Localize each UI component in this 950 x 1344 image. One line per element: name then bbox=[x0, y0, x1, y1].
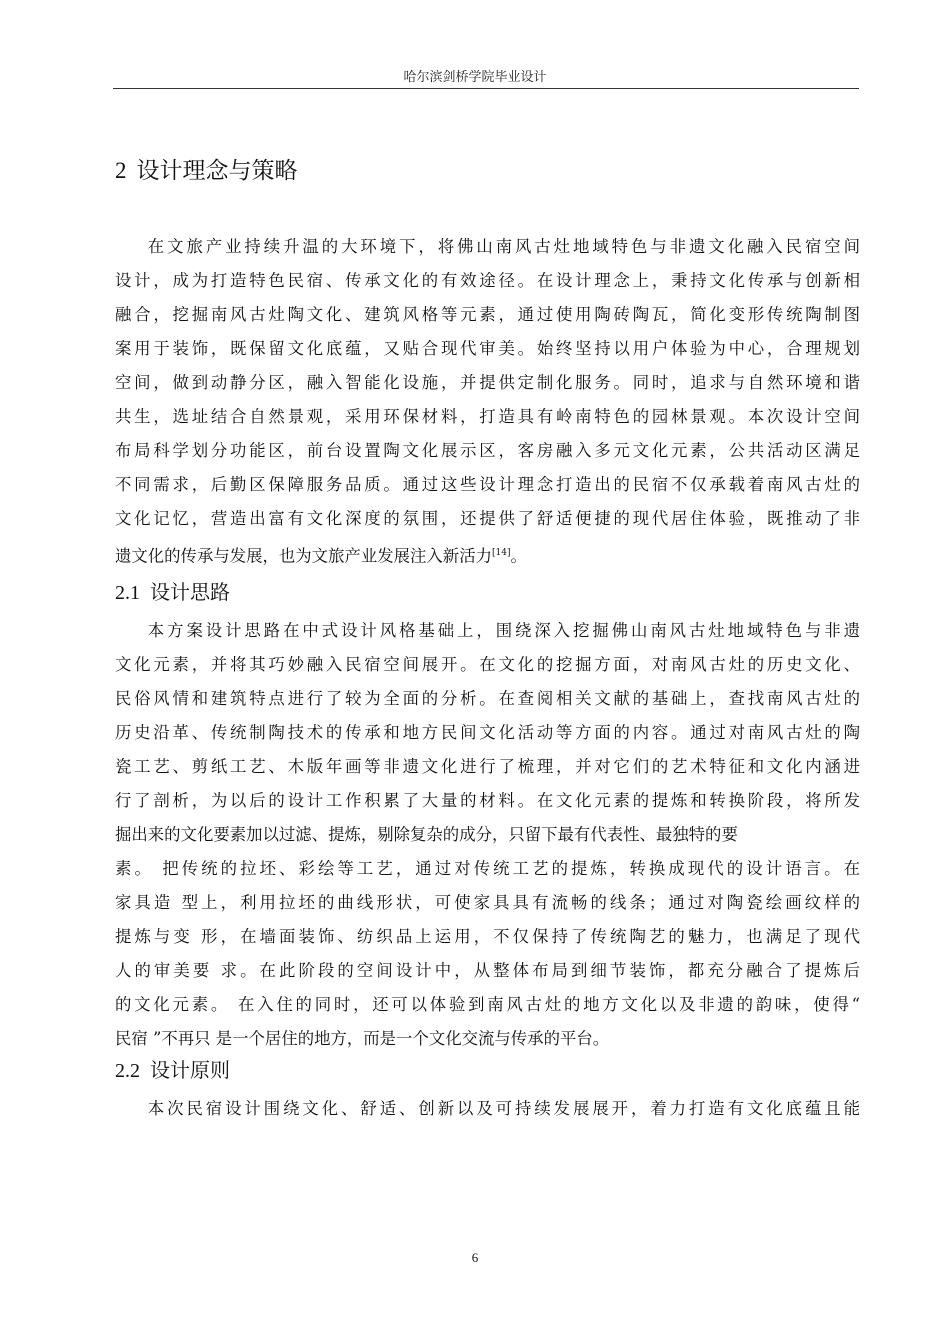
subsection-heading-2-1 bbox=[115, 576, 230, 605]
paragraph-line: 历史沿革、传统制陶技术的传承和地方民间文化活动等方面的内容。通过对南风古灶的陶 bbox=[115, 723, 860, 742]
subsection-title: 设计思路 bbox=[150, 580, 230, 604]
paragraph-line: 本方案设计思路在中式设计风格基础上，围绕深入挖掘佛山南风古灶地域特色与非遗 bbox=[147, 621, 860, 640]
paragraph-line: 人的审美要 求。在此阶段的空间设计中，从整体布局到细节装饰，都充分融合了提炼后 bbox=[115, 961, 860, 980]
paragraph-line: 空间，做到动静分区，融入智能化设施，并提供定制化服务。同时，追求与自然环境和谐 bbox=[115, 373, 860, 392]
paragraph-line: 文化记忆，营造出富有文化深度的氛围，还提供了舒适便捷的现代居住体验，既推动了非 bbox=[115, 509, 860, 528]
paragraph-line: 民宿 ”不再只 是一个居住的地方，而是一个文化交流与传承的平台。 bbox=[115, 1029, 610, 1048]
paragraph-line: 布局科学划分功能区，前台设置陶文化展示区，客房融入多元文化元素，公共活动区满足 bbox=[115, 441, 860, 460]
paragraph-line: 的文化元素。 在入住的同时，还可以体验到南风古灶的地方文化以及非遗的韵味，使得“ bbox=[115, 995, 860, 1014]
paragraph-line: 设计，成为打造特色民宿、传承文化的有效途径。在设计理念上，秉持文化传承与创新相 bbox=[115, 271, 860, 290]
paragraph-line: 文化元素，并将其巧妙融入民宿空间展开。在文化的挖掘方面，对南风古灶的历史文化、 bbox=[115, 655, 860, 674]
paragraph-line: 瓷工艺、剪纸工艺、木版年画等非遗文化进行了梳理，并对它们的艺术特征和文化内涵进 bbox=[115, 757, 860, 776]
paragraph-line: 在文旅产业持续升温的大环境下，将佛山南风古灶地域特色与非遗文化融入民宿空间 bbox=[147, 237, 860, 256]
design-approach-paragraph bbox=[115, 614, 860, 1056]
paragraph-line: 提炼与变 形，在墙面装饰、纺织品上运用，不仅保持了传统陶艺的魅力，也满足了现代 bbox=[115, 927, 860, 946]
design-principles-paragraph bbox=[115, 1092, 860, 1126]
section-number: 2 bbox=[115, 158, 127, 183]
paragraph-line: 家具造 型上，利用拉坯的曲线形状，可使家具具有流畅的线条；通过对陶瓷绘画纹样的 bbox=[115, 893, 860, 912]
subsection-title: 设计原则 bbox=[150, 1058, 230, 1082]
page-number: 6 bbox=[471, 1250, 479, 1265]
paragraph-text: 遗文化的传承与发展，也为文旅产业发展注入新活力 bbox=[115, 546, 492, 566]
paragraph-line: 本次民宿设计围绕文化、舒适、创新以及可持续发展展开，着力打造有文化底蕴且能 bbox=[147, 1099, 860, 1118]
subsection-number: 2.1 bbox=[115, 582, 140, 604]
paragraph-line: 素。 把传统的拉坯、彩绘等工艺，通过对传统工艺的提炼，转换成现代的设计语言。在 bbox=[115, 859, 860, 878]
paragraph-line: 共生，选址结合自然景观，采用环保材料，打造具有岭南特色的园林景观。本次设计空间 bbox=[115, 407, 860, 426]
section-title: 设计理念与策略 bbox=[136, 158, 298, 184]
paragraph-line: 行了剖析，为以后的设计工作积累了大量的材料。在文化元素的提炼和转换阶段，将所发 bbox=[115, 791, 860, 810]
paragraph-line: 不同需求，后勤区保障服务品质。通过这些设计理念打造出的民宿不仅承载着南风古灶的 bbox=[115, 475, 860, 494]
citation-mark: [14] bbox=[491, 548, 511, 558]
subsection-number: 2.2 bbox=[115, 1060, 140, 1082]
paragraph-line: 融合，挖掘南风古灶陶文化、建筑风格等元素，通过使用陶砖陶瓦，简化变形传统陶制图 bbox=[115, 305, 860, 324]
section-heading bbox=[115, 152, 298, 185]
subsection-heading-2-2 bbox=[115, 1054, 230, 1083]
header-divider bbox=[113, 88, 859, 89]
paragraph-line: 案用于装饰，既保留文化底蕴，又贴合现代审美。始终坚持以用户体验为中心，合理规划 bbox=[115, 339, 860, 358]
paragraph-line: 掘出来的文化要素加以过滤、提炼，剔除复杂的成分，只留下最有代表性、最独特的要 bbox=[115, 825, 738, 844]
intro-paragraph bbox=[115, 230, 860, 573]
paragraph-line-last bbox=[115, 536, 860, 573]
running-header: 哈尔滨剑桥学院毕业设计 bbox=[403, 70, 547, 85]
paragraph-line: 民俗风情和建筑特点进行了较为全面的分析。在查阅相关文献的基础上，查找南风古灶的 bbox=[115, 689, 860, 708]
paragraph-end-mark: 。 bbox=[510, 546, 527, 566]
